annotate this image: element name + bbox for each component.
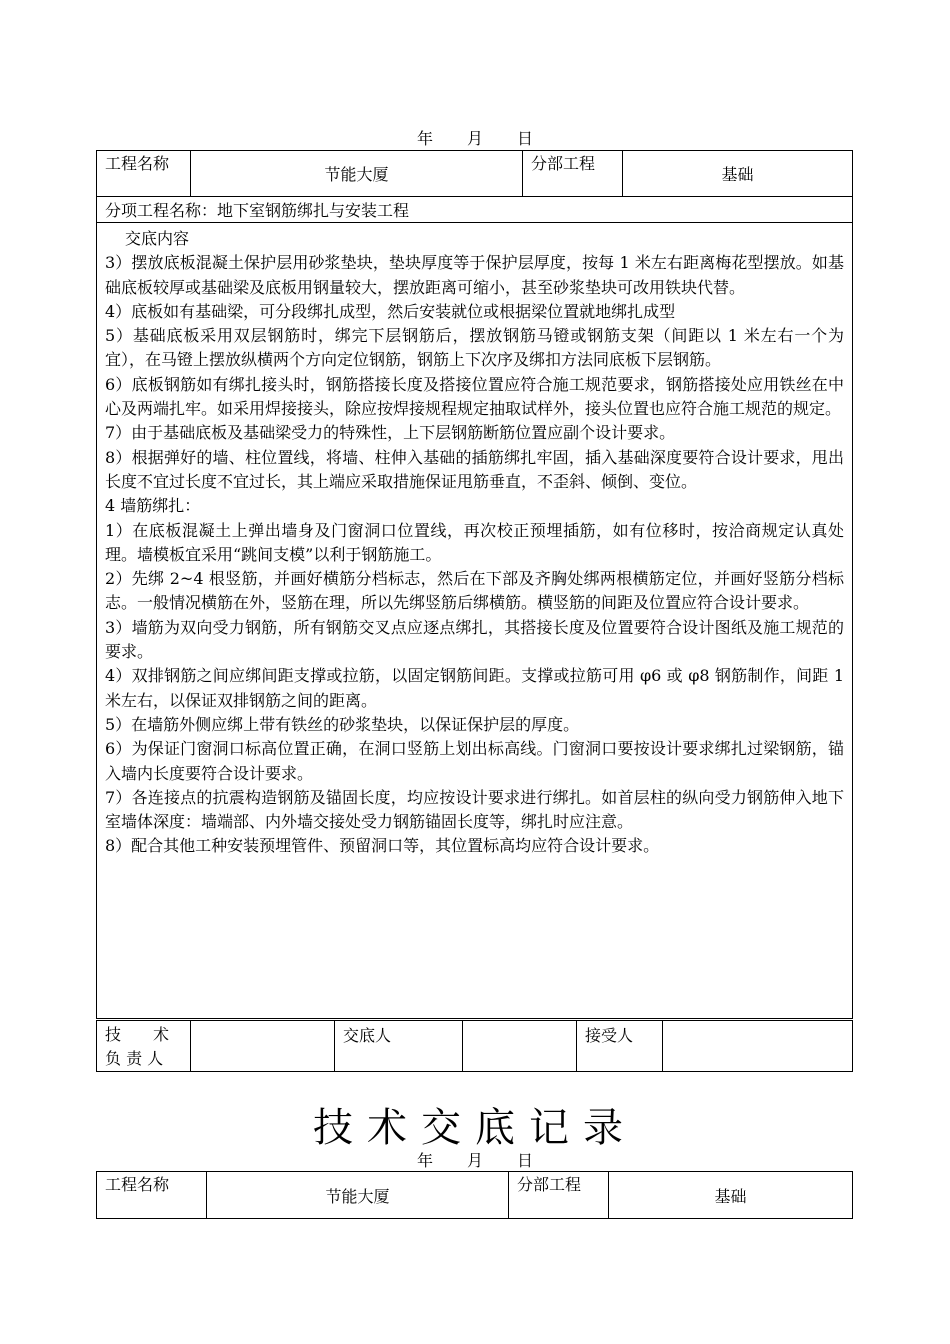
paragraph: 4）底板如有基础梁，可分段绑扎成型，然后安装就位或根据梁位置就地绑扎成型 (105, 301, 676, 321)
date-day: 日 (517, 129, 534, 148)
document-title: 技术交底记录 (313, 1105, 637, 1151)
subitem-name: 分项工程名称：地下室钢筋绑扎与安装工程 (97, 197, 853, 223)
receiver-label: 接受人 (577, 1021, 663, 1072)
discloser-value (463, 1021, 577, 1072)
date-line-2 (0, 1148, 950, 1171)
paragraph: 3）墙筋为双向受力钢筋，所有钢筋交叉点应逐点绑扎，其搭接长度及位置要符合设计图纸及施工规范的要求。 (105, 617, 844, 662)
signature-table (96, 1020, 853, 1072)
header-table (96, 150, 853, 1019)
date-line (0, 126, 950, 149)
division-label: 分部工程 (523, 151, 623, 197)
paragraph: 3）摆放底板混凝土保护层用砂浆垫块，垫块厚度等于保护层厚度，按每 1 米左右距离梅花型摆放。如基础底板较厚或基础梁及底板用钢量较大，摆放距离可缩小，甚至砂浆垫块可改用铁块代替。 (105, 253, 844, 297)
header-table-2 (96, 1171, 853, 1219)
paragraph: 4）双排钢筋之间应绑间距支撑或拉筋，以固定钢筋间距。支撑或拉筋可用 φ6 或 φ8 钢筋制作，间距 1 米左右，以保证双排钢筋之间的距离。 (105, 666, 844, 710)
division-value: 基础 (623, 151, 853, 197)
content-heading: 交底内容 (125, 229, 190, 248)
paragraph: 6）底板钢筋如有绑扎接头时，钢筋搭接长度及搭接位置应符合施工规范要求，钢筋搭接处应用铁丝在中心及两端扎牢。如采用焊接接头，除应按焊接规程规定抽取试样外，接头位置也应符合施工规范的规定。 (105, 374, 844, 419)
division-value: 基础 (609, 1172, 853, 1219)
paragraph: 8）根据弹好的墙、柱位置线，将墙、柱伸入基础的插筋绑扎牢固，插入基础深度要符合设计要求，甩出长度不宜过长度不宜过长，其上端应采取措施保证甩筋垂直，不歪斜、倾倒、变位。 (105, 447, 844, 491)
project-name-label: 工程名称 (97, 1172, 207, 1219)
date-month: 月 (466, 1151, 483, 1170)
division-label: 分部工程 (509, 1172, 609, 1219)
project-name-label: 工程名称 (97, 151, 191, 197)
date-year: 年 (416, 129, 433, 148)
paragraph: 6）为保证门窗洞口标高位置正确，在洞口竖筋上划出标高线。门窗洞口要按设计要求绑扎过梁钢筋，锚入墙内长度要符合设计要求。 (105, 739, 844, 783)
content-cell (97, 223, 853, 1019)
project-name-value: 节能大厦 (191, 151, 523, 197)
paragraph: 2）先绑 2~4 根竖筋，并画好横筋分档标志，然后在下部及齐胸处绑两根横筋定位，并画好竖筋分档标志。一般情况横筋在外，竖筋在理，所以先绑竖筋后绑横筋。横竖筋的间距及位置应符合设计要求。 (105, 569, 844, 613)
paragraph: 7）由于基础底板及基础梁受力的特殊性，上下层钢筋断筋位置应副个设计要求。 (105, 423, 676, 443)
receiver-value (663, 1021, 853, 1072)
discloser-label: 交底人 (335, 1021, 463, 1072)
tech-lead-value (191, 1021, 335, 1072)
project-name-value: 节能大厦 (207, 1172, 509, 1219)
paragraph: 4 墙筋绑扎： (105, 496, 201, 516)
paragraph: 7）各连接点的抗震构造钢筋及锚固长度，均应按设计要求进行绑扎。如首层柱的纵向受力钢筋伸入地下室墙体深度：墙端部、内外墙交接处受力钢筋锚固长度等，绑扎时应注意。 (105, 787, 844, 832)
date-day: 日 (517, 1151, 534, 1170)
paragraph: 8）配合其他工种安装预埋管件、预留洞口等，其位置标高均应符合设计要求。 (105, 836, 660, 856)
paragraph: 5）基础底板采用双层钢筋时，绑完下层钢筋后，摆放钢筋马镫或钢筋支架（间距以 1 米左右一个为宜），在马镫上摆放纵横两个方向定位钢筋，钢筋上下次序及绑扣方法同底板下层钢筋。 (105, 326, 844, 370)
paragraph: 1）在底板混凝土上弹出墙身及门窗洞口位置线，再次校正预埋插筋，如有位移时，按洽商规定认真处理。墙模板宜采用“跳间支模”以利于钢筋施工。 (105, 520, 844, 564)
tech-lead-label (97, 1021, 191, 1072)
tech-lead-line1: 技 术 (105, 1025, 170, 1044)
tech-lead-line2: 负 责 人 (105, 1049, 164, 1068)
paragraph: 5）在墙筋外侧应绑上带有铁丝的砂浆垫块，以保证保护层的厚度。 (105, 714, 580, 734)
date-year: 年 (416, 1151, 433, 1170)
date-month: 月 (466, 129, 483, 148)
